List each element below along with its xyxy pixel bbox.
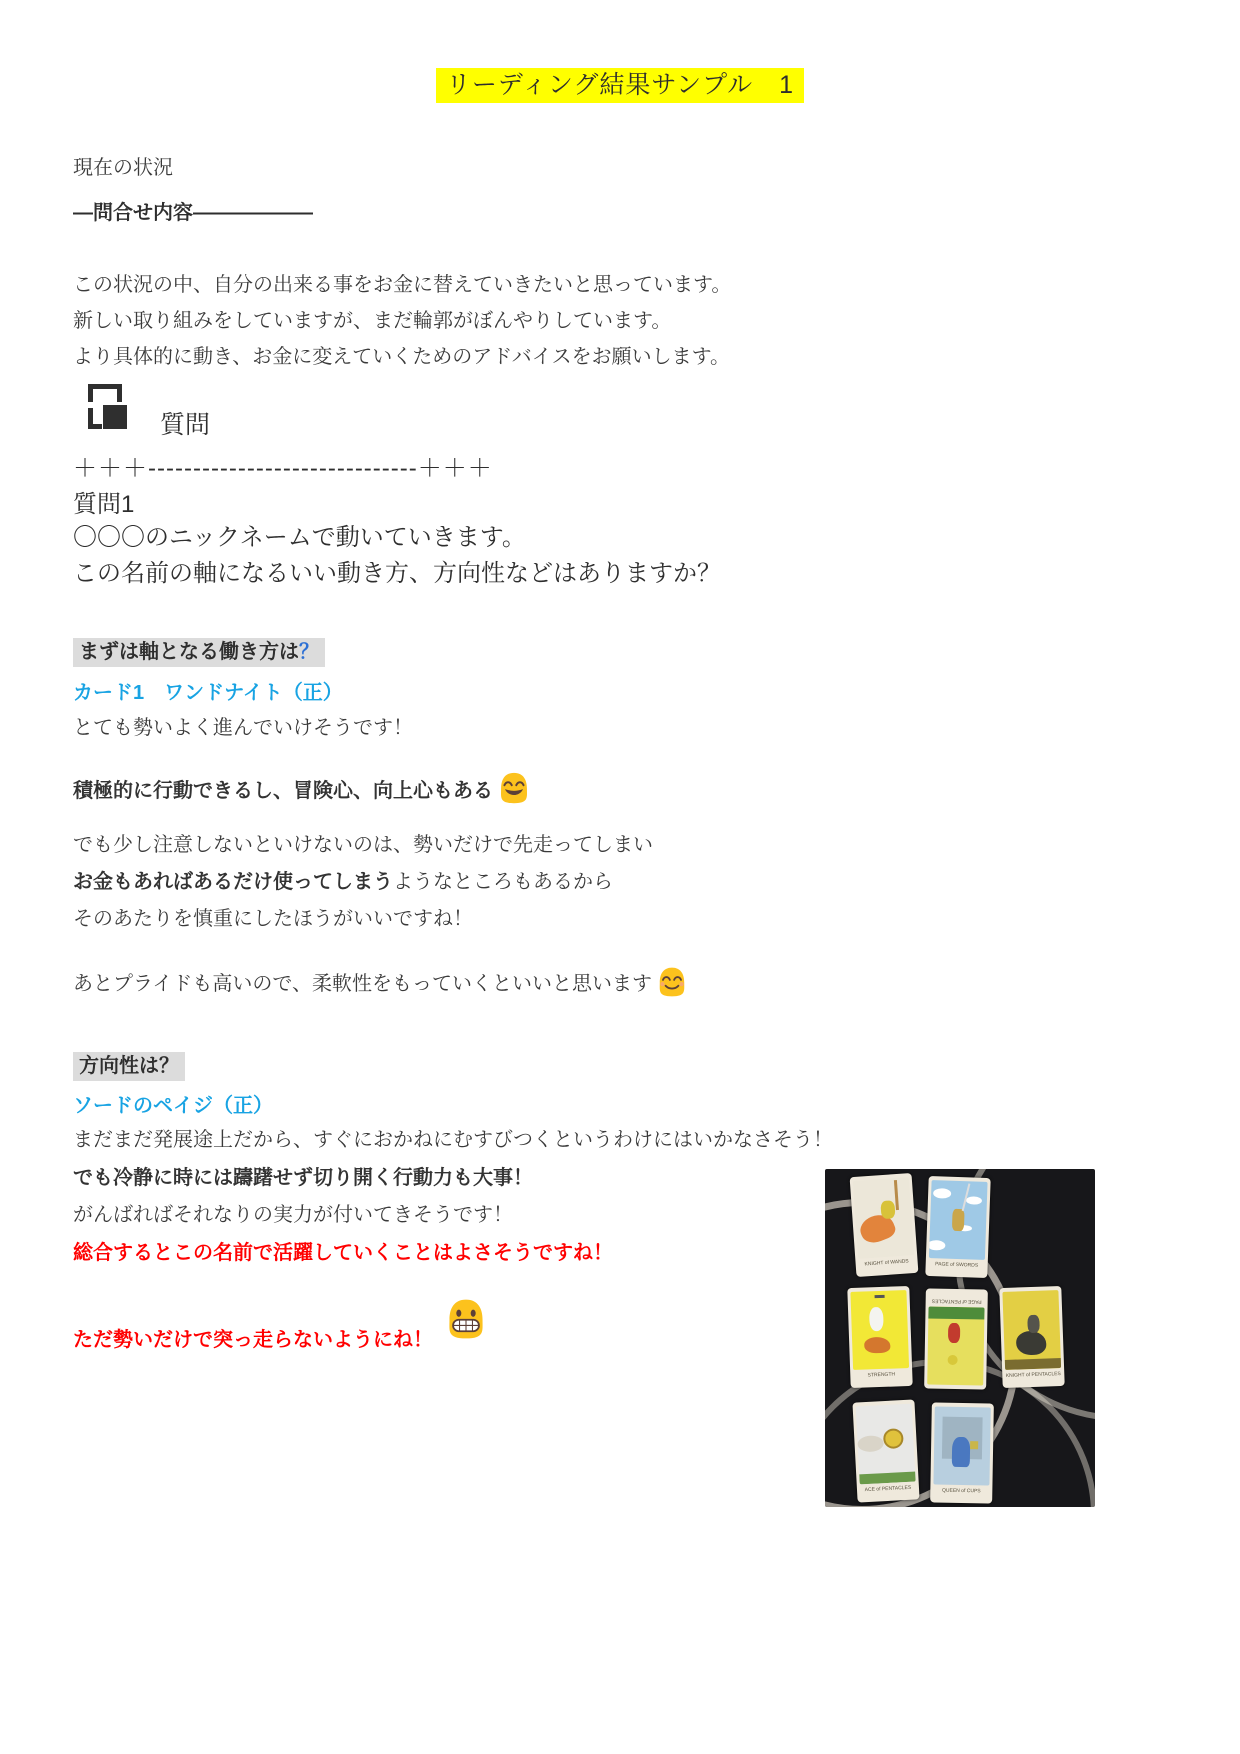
answer1-heading-question-mark: ？ xyxy=(299,641,319,663)
filled-square-icon xyxy=(103,405,127,429)
answer1-line: そのあたりを慎重にしたほうがいいですね！ xyxy=(73,908,473,930)
answer1-heading-row xyxy=(73,637,325,667)
card-illustration xyxy=(1002,1290,1061,1370)
card-label: KNIGHT of PENTACLES xyxy=(1005,1371,1061,1379)
card-illustration xyxy=(933,1407,990,1486)
answer2-line: がんばればそれなりの実力が付いてきそうです！ xyxy=(73,1204,513,1226)
card-label: KNIGHT of WANDS xyxy=(864,1258,909,1268)
page-title: リーディング結果サンプル 1 xyxy=(436,68,804,103)
question-number: 質問1 xyxy=(73,491,135,518)
answer1-bold-text: お金もあればあるだけ使ってしまう xyxy=(73,871,393,893)
answer1-normal-text: ようなところもあるから xyxy=(393,871,613,893)
tarot-spread-photo xyxy=(825,1169,1095,1507)
answer1-card-name: カード1 ワンドナイト（正） xyxy=(73,682,343,704)
bracket-top-icon xyxy=(88,384,122,402)
tarot-card-knight-of-wands xyxy=(850,1173,919,1277)
card-illustration xyxy=(850,1290,909,1370)
answer2-red-line: 総合するとこの名前で活躍していくことはよさそうですね！ xyxy=(73,1242,613,1264)
answer1-heading-text: まずは軸となる働き方は xyxy=(79,641,299,663)
card-illustration xyxy=(929,1180,988,1260)
answer2-heading-row xyxy=(73,1051,185,1081)
question-marker-label: 質問 xyxy=(160,411,211,439)
card-label: QUEEN of CUPS xyxy=(941,1487,981,1495)
answer2-line: まだまだ発展途上だから、すぐにおかねにむすびつくというわけにはいかなさそう！ xyxy=(73,1129,833,1151)
question-line: 〇〇〇のニックネームで動いていきます。 xyxy=(73,524,526,551)
answer2-card-name: ソードのペイジ（正） xyxy=(73,1095,273,1117)
card-illustration xyxy=(856,1404,916,1485)
current-situation-heading: 現在の状況 xyxy=(73,157,173,179)
tarot-card-knight-of-pentacles xyxy=(999,1286,1064,1388)
answer1-mixed-line xyxy=(73,867,613,897)
answer1-bold-text: 積極的に行動できるし、冒険心、向上心もある xyxy=(73,780,493,802)
tarot-card-page-of-pentacles-reversed xyxy=(924,1288,988,1389)
bracket-corner-icon xyxy=(88,408,102,429)
question-line: この名前の軸になるいい動き方、方向性などはありますか？ xyxy=(73,560,721,587)
answer1-line-with-emoji xyxy=(73,965,689,999)
answer1-line: とても勢いよく進んでいけそうです！ xyxy=(73,717,413,739)
answer1-text: あとプライドも高いので、柔軟性をもっていくといいと思います xyxy=(73,973,652,995)
card-label: STRENGTH xyxy=(867,1371,896,1379)
tarot-card-ace-of-pentacles xyxy=(852,1399,919,1502)
inquiry-subheading: ―問合せ内容―――――― xyxy=(73,202,313,224)
answer1-line-with-emoji xyxy=(73,770,532,806)
grinning-face-with-smiling-eyes-emoji xyxy=(496,770,532,806)
card-illustration xyxy=(927,1307,984,1386)
card-label: PAGE of PENTACLES xyxy=(931,1297,982,1305)
answer2-red-text: ただ勢いだけで突っ走らないようにね！ xyxy=(73,1329,433,1351)
inquiry-line: より具体的に動き、お金に変えていくためのアドバイスをお願いします。 xyxy=(73,346,730,368)
answer2-red-line-with-emoji xyxy=(73,1306,489,1355)
answer1-line: でも少し注意しないといけないのは、勢いだけで先走ってしまい xyxy=(73,834,653,856)
card-label: ACE of PENTACLES xyxy=(864,1484,912,1494)
tarot-card-page-of-swords xyxy=(925,1176,990,1278)
answer2-bold-line: でも冷静に時には躊躇せず切り開く行動力も大事！ xyxy=(73,1167,533,1189)
plus-dash-divider: ＋＋＋------------------------------＋＋＋ xyxy=(73,455,493,482)
tarot-card-queen-of-cups xyxy=(930,1402,994,1503)
question-marker-icon xyxy=(88,384,127,429)
tarot-card-strength xyxy=(847,1286,912,1388)
inquiry-line: この状況の中、自分の出来る事をお金に替えていきたいと思っています。 xyxy=(73,274,732,296)
answer2-heading: 方向性は？ xyxy=(73,1052,185,1081)
card-illustration xyxy=(853,1177,914,1259)
smiling-face-with-smiling-eyes-emoji xyxy=(655,965,689,999)
card-label: PAGE of SWORDS xyxy=(935,1261,979,1269)
inquiry-line: 新しい取り組みをしていますが、まだ輪郭がぼんやりしています。 xyxy=(73,310,672,332)
answer1-heading xyxy=(73,638,325,667)
grinning-face-emoji xyxy=(443,1296,489,1342)
title-row xyxy=(0,70,1240,102)
